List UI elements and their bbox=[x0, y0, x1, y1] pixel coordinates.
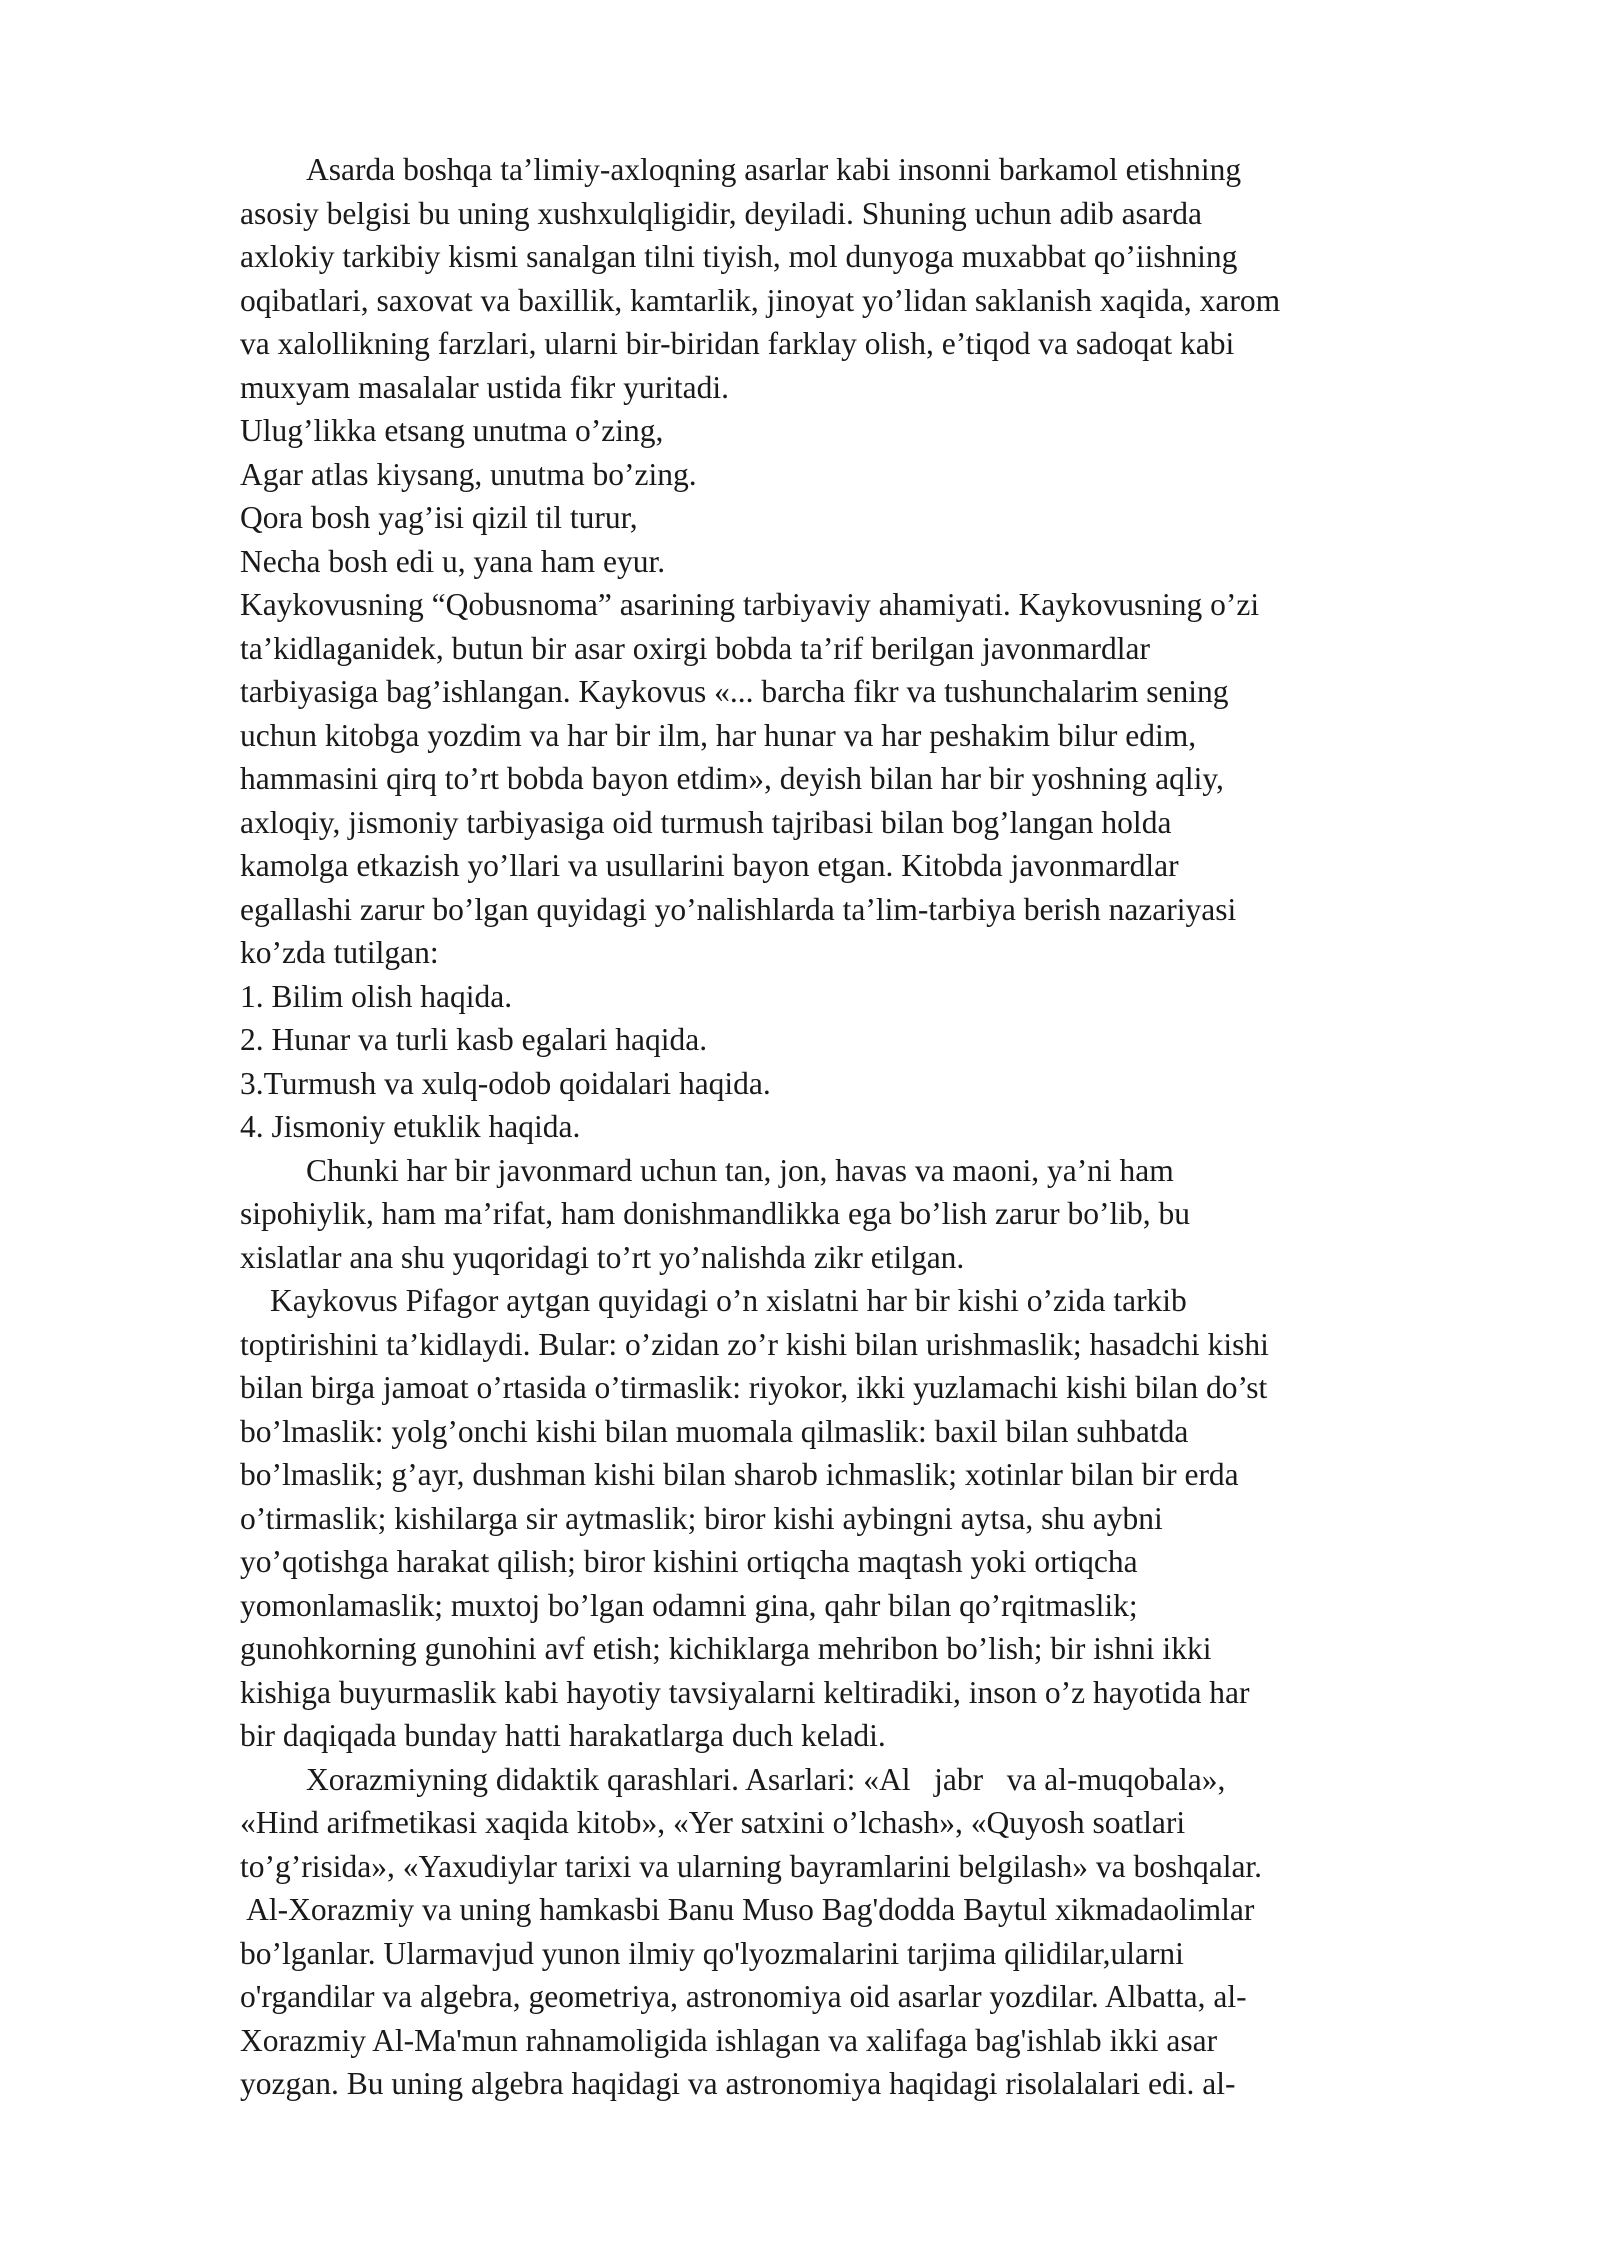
text-line: ko’zda tutilgan: bbox=[240, 935, 439, 970]
text-line: muxyam masalalar ustida fikr yuritadi. bbox=[240, 369, 729, 405]
text-line: 4. Jismoniy etuklik haqida. bbox=[240, 1109, 581, 1144]
text-line: yo’qotishga harakat qilish; biror kishini ortiqcha maqtash yoki ortiqcha bbox=[240, 1544, 1138, 1579]
text-line: oqibatlari, saxovat va baxillik, kamtarlik, jinoyat yo’lidan saklanish xaqida, xarom bbox=[240, 282, 1281, 318]
text-line: kamolga etkazish yo’llari va usullarini bayon etgan. Kitobda javonmardlar bbox=[240, 848, 1179, 883]
text-line: 1. Bilim olish haqida. bbox=[240, 978, 513, 1014]
text-line: bilan birga jamoat o’rtasida o’tirmaslik: riyokor, ikki yuzlamachi kishi bilan do’st bbox=[240, 1370, 1268, 1405]
text-line: Chunki har bir javonmard uchun tan, jon, havas va maoni, ya’ni ham bbox=[306, 1152, 1174, 1188]
text-line: Necha bosh edi u, yana ham eyur. bbox=[240, 543, 666, 579]
text-line: 3.Turmush va xulq-odob qoidalari haqida. bbox=[240, 1065, 771, 1101]
text-line: Xorazmiyning didaktik qarashlari. Asarlari: «Al jabr va al-muqobala», bbox=[306, 1761, 1226, 1797]
text-line: kishiga buyurmaslik kabi hayotiy tavsiyalarni keltiradiki, inson o’z hayotida har bbox=[240, 1674, 1250, 1710]
text-line: sipohiylik, ham ma’rifat, ham donishmandlikka ega bo’lish zarur bo’lib, bu bbox=[240, 1196, 1191, 1231]
text-line: Ulug’likka etsang unutma o’zing, bbox=[240, 413, 664, 448]
text-line: o'rgandilar va algebra, geometriya, astronomiya oid asarlar yozdilar. Albatta, al- bbox=[240, 1979, 1247, 2014]
text-line: to’g’risida», «Yaxudiylar tarixi va ularning bayramlarini belgilash» va boshqalar. bbox=[240, 1848, 1263, 1884]
text-line: yozgan. Bu uning algebra haqidagi va astronomiya haqidagi risolalalari edi. al- bbox=[240, 2066, 1236, 2101]
text-line: bo’lmaslik: yolg’onchi kishi bilan muomala qilmaslik: baxil bilan suhbatda bbox=[240, 1413, 1189, 1449]
text-line: va xalollikning farzlari, ularni bir-biridan farklay olish, e’tiqod va sadoqat kabi bbox=[240, 326, 1235, 361]
text-line: toptirishini ta’kidlaydi. Bular: o’zidan zo’r kishi bilan urishmaslik; hasadchi kishi bbox=[240, 1326, 1269, 1362]
text-line: yomonlamaslik; muxtoj bo’lgan odamni gina, qahr bilan qo’rqitmaslik; bbox=[240, 1587, 1138, 1623]
document-page bbox=[240, 148, 1490, 2106]
text-line: gunohkorning gunohini avf etish; kichiklarga mehribon bo’lish; bir ishni ikki bbox=[240, 1631, 1212, 1666]
text-line: «Hind arifmetikasi xaqida kitob», «Yer satxini o’lchash», «Quyosh soatlari bbox=[240, 1805, 1186, 1840]
text-line: hammasini qirq to’rt bobda bayon etdim», deyish bilan har bir yoshning aqliy, bbox=[240, 761, 1224, 796]
text-line: tarbiyasiga bag’ishlangan. Kaykovus «... barcha fikr va tushunchalarim sening bbox=[240, 674, 1229, 709]
text-line: Asarda boshqa ta’limiy-axloqning asarlar kabi insonni barkamol etishning bbox=[306, 152, 1242, 187]
text-line: axloqiy, jismoniy tarbiyasiga oid turmush tajribasi bilan bog’langan holda bbox=[240, 804, 1172, 840]
text-line: Al-Xorazmiy va uning hamkasbi Banu Muso Bag'dodda Baytul xikmadaolimlar bbox=[240, 1892, 1255, 1927]
text-line: Kaykovus Pifagor aytgan quyidagi o’n xislatni har bir kishi o’zida tarkib bbox=[270, 1283, 1187, 1318]
text-line: uchun kitobga yozdim va har bir ilm, har hunar va har peshakim bilur edim, bbox=[240, 717, 1197, 753]
text-line: ta’kidlaganidek, butun bir asar oxirgi bobda ta’rif berilgan javonmardlar bbox=[240, 630, 1150, 666]
text-line: axlokiy tarkibiy kismi sanalgan tilni tiyish, mol dunyoga muxabbat qo’iishning bbox=[240, 239, 1238, 274]
text-line: egallashi zarur bo’lgan quyidagi yo’nalishlarda ta’lim-tarbiya berish nazariyasi bbox=[240, 891, 1237, 927]
text-line: bir daqiqada bunday hatti harakatlarga duch keladi. bbox=[240, 1718, 886, 1753]
text-line: Xorazmiy Al-Ma'mun rahnamoligida ishlagan va xalifaga bag'ishlab ikki asar bbox=[240, 2022, 1218, 2058]
text-line: Qora bosh yag’isi qizil til turur, bbox=[240, 500, 638, 535]
text-line: o’tirmaslik; kishilarga sir aytmaslik; biror kishi aybingni aytsa, shu aybni bbox=[240, 1500, 1163, 1536]
text-line: Kaykovusning “Qobusnoma” asarining tarbiyaviy ahamiyati. Kaykovusning o’zi bbox=[240, 587, 1260, 622]
text-line: bo’lmaslik; g’ayr, dushman kishi bilan sharob ichmaslik; xotinlar bilan bir erda bbox=[240, 1457, 1239, 1492]
text-line: bo’lganlar. Ularmavjud yunon ilmiy qo'lyozmalarini tarjima qilidilar,ularni bbox=[240, 1935, 1184, 1971]
text-line: xislatlar ana shu yuqoridagi to’rt yo’nalishda zikr etilgan. bbox=[240, 1239, 965, 1275]
text-line: Agar atlas kiysang, unutma bo’zing. bbox=[240, 456, 697, 492]
text-line: asosiy belgisi bu uning xushxulqligidir, deyiladi. Shuning uchun adib asarda bbox=[240, 195, 1203, 231]
text-line: 2. Hunar va turli kasb egalari haqida. bbox=[240, 1022, 708, 1057]
